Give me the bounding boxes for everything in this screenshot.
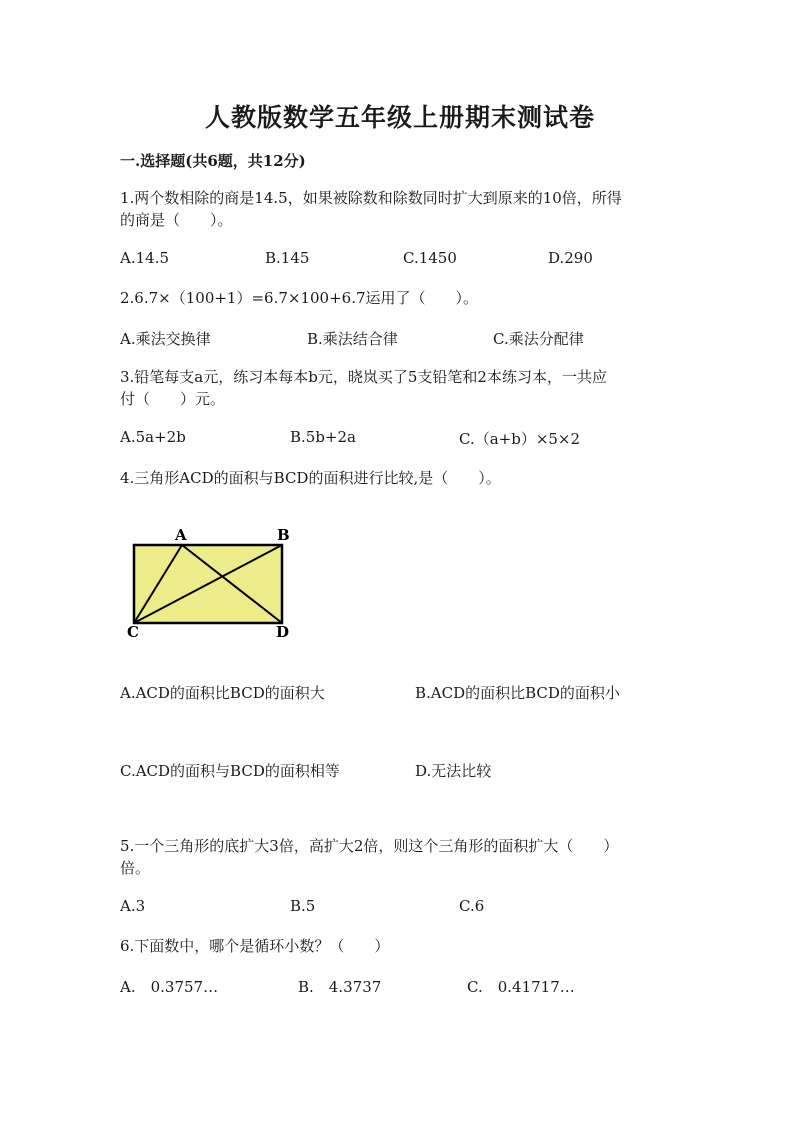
question-3-text: 3.铅笔每支a元，练习本每本b元，晓岚买了5支铅笔和2本练习本，一共应 [120, 368, 607, 386]
question-2-text: 2.6.7×（100+1）=6.7×100+6.7运用了（ ）。 [120, 289, 479, 307]
question-5-text-line2: 倍。 [120, 859, 151, 877]
question-5-option-c: C.6 [459, 897, 485, 915]
question-1-option-b: B.145 [265, 249, 310, 267]
rectangle-triangles-figure [126, 526, 296, 642]
question-5-text: 5.一个三角形的底扩大3倍，高扩大2倍，则这个三角形的面积扩大（ ） [120, 837, 619, 855]
question-3-text-line2: 付（ ）元。 [120, 390, 226, 408]
question-3-option-c: C.（a+b）×5×2 [459, 430, 581, 448]
question-2-option-a: A.乘法交换律 [120, 330, 211, 348]
page-title: 人教版数学五年级上册期末测试卷 [204, 103, 595, 132]
section-heading: 一.选择题(共6题，共12分) [120, 152, 306, 170]
question-6-option-c: C. 0.41717… [467, 978, 575, 996]
question-1-text: 1.两个数相除的商是14.5，如果被除数和除数同时扩大到原来的10倍，所得 [120, 189, 622, 207]
question-4-option-b: B.ACD的面积比BCD的面积小 [415, 684, 620, 702]
question-1-text-line2: 的商是（ ）。 [120, 211, 233, 229]
question-1-option-a: A.14.5 [120, 249, 169, 267]
question-2-option-c: C.乘法分配律 [493, 330, 584, 348]
question-2-option-b: B.乘法结合律 [307, 330, 398, 348]
question-1-option-c: C.1450 [403, 249, 457, 267]
question-4-option-d: D.无法比较 [415, 762, 492, 780]
question-5-option-a: A.3 [120, 897, 146, 915]
figure-label-d: D [276, 623, 290, 641]
question-1-option-d: D.290 [548, 249, 593, 267]
question-5-option-b: B.5 [290, 897, 316, 915]
figure-label-a: A [175, 526, 187, 544]
figure-label-b: B [277, 526, 290, 544]
question-3-option-b: B.5b+2a [290, 428, 356, 446]
question-6-option-b: B. 4.3737 [298, 978, 382, 996]
question-6-text: 6.下面数中，哪个是循环小数？（ ） [120, 937, 390, 955]
question-3-option-a: A.5a+2b [120, 428, 186, 446]
question-4-option-c: C.ACD的面积与BCD的面积相等 [120, 762, 340, 780]
question-4-text: 4.三角形ACD的面积与BCD的面积进行比较,是（ ）。 [120, 469, 501, 487]
question-4-option-a: A.ACD的面积比BCD的面积大 [120, 684, 325, 702]
question-6-option-a: A. 0.3757… [120, 978, 219, 996]
figure-label-c: C [127, 623, 139, 641]
